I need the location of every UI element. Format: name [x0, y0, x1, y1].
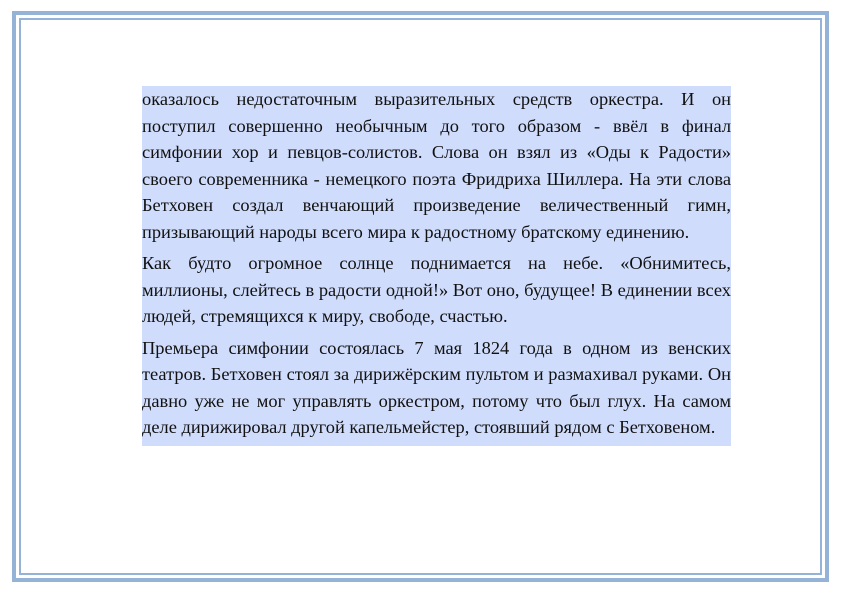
- text-block: [142, 86, 731, 446]
- paragraph-2: Как будто огромное солнце поднимается на небе. «Обнимитесь, миллионы, слейтесь в радости одной!» Вот оно, будущее! В единении всех людей, стремящихся к миру, свободе, счастью.: [142, 253, 731, 326]
- paragraph-3: Премьера симфонии состоялась 7 мая 1824 года в одном из венских театров. Бетховен стоял за дирижёрским пультом и размахивал руками. Он давно уже не мог управлять оркестром, потому что был глух. На самом деле дирижировал другой капельмейстер, стоявший рядом с Бетховеном.: [142, 337, 731, 437]
- paragraph-1: оказалось недостаточным выразительных средств оркестра. И он поступил совершенно необычным до того образом - ввёл в финал симфонии хор и певцов-солистов. Слова он взял из «Оды к Радости» своего современника - немецкого поэта Фридриха Шиллера. На эти слова Бетховен создал венчающий произведение величественный гимн, призывающий народы всего мира к радостному братскому единению.: [142, 89, 731, 242]
